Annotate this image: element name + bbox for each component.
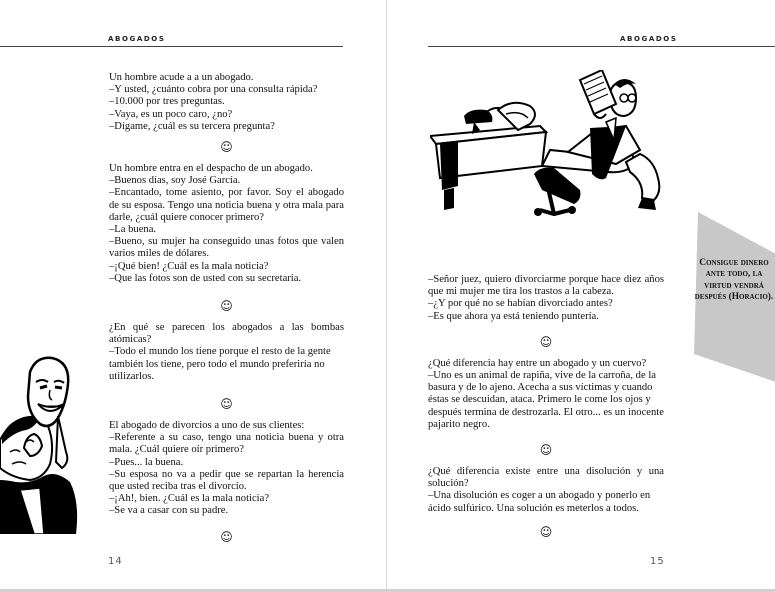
joke <box>428 274 664 323</box>
joke-line: –Pues... la buena. <box>109 456 184 468</box>
joke-line: –Buenos días, soy José García. <box>109 175 241 187</box>
joke-line: –Todo el mundo los tiene porque el resto de la gente también los tiene, pero todo el mundo preferiría no utilizarlos. <box>109 346 331 382</box>
page-number: 15 <box>650 556 665 567</box>
joke <box>109 72 344 133</box>
joke-line: –Bueno, su mujer ha conseguido unas fotos que valen varios miles de dólares. <box>109 236 344 260</box>
joke-line: –¡Ah!, bien. ¿Cuál es la mala noticia? <box>109 493 270 505</box>
smiley-icon: ☺ <box>539 443 553 458</box>
left-text-column <box>109 72 344 553</box>
smiley-icon: ☺ <box>539 334 553 349</box>
running-head: ABOGADOS <box>620 35 678 43</box>
running-head: ABOGADOS <box>108 35 166 43</box>
left-page <box>0 0 387 591</box>
joke-line: –Se va a casar con su padre. <box>109 505 229 517</box>
smiley-icon: ☺ <box>220 140 233 155</box>
right-text-column <box>428 274 664 548</box>
joke-line: Un hombre acude a a un abogado. <box>109 72 254 83</box>
joke-line: –Dígame, ¿cuál es su tercera pregunta? <box>109 120 275 132</box>
joke-line: –¡Qué bien! ¿Cuál es la mala noticia? <box>109 260 269 272</box>
lawyer-reading-illustration <box>430 70 680 230</box>
joke-line: –Es que ahora ya está teniendo puntería. <box>428 310 599 322</box>
quote-text: Consigue dinero ante todo, la virtud vendrá después (Horacio). <box>694 258 774 302</box>
joke <box>109 322 344 383</box>
smiley-icon: ☺ <box>539 524 553 539</box>
joke-line: –Y usted, ¿cuánto cobra por una consulta rápida? <box>109 84 318 96</box>
joke <box>109 420 344 518</box>
masked-man-illustration <box>0 352 80 534</box>
smiley-icon: ☺ <box>220 529 233 544</box>
joke-line: –Referente a su caso, tengo una noticia buena y otra mala. ¿Cuál quiere oír primero? <box>109 432 344 456</box>
joke-line: –Señor juez, quiero divorciarme porque hace diez años que mi mujer me tira los trastos a la cabeza. <box>428 274 664 298</box>
joke-line: Un hombre entra en el despacho de un abogado. <box>109 163 313 175</box>
joke-line: –10.000 por tres preguntas. <box>109 96 225 108</box>
header-rule <box>428 46 775 47</box>
joke-line: –Uno es un animal de rapiña, vive de la carroña, de la basura y de lo ajeno. Acecha a sus víctimas y cuando éstas se descuidan, ataca. Primero le come los ojos y después termina de destrozarla. El otro... es un inocente pajarito negro. <box>428 370 664 430</box>
joke-line: –Una disolución es coger a un abogado y ponerlo en ácido sulfúrico. Una solución es meterlos a todos. <box>428 490 651 514</box>
joke <box>109 163 344 285</box>
joke-line: –Su esposa no va a pedir que se repartan la herencia que usted reciba tras el divorcio. <box>109 468 344 493</box>
smiley-icon: ☺ <box>220 397 233 412</box>
joke-line: –Que las fotos son de usted con su secretaria. <box>109 272 302 284</box>
joke <box>428 466 664 515</box>
joke-line: –La buena. <box>109 224 157 236</box>
joke-line: –Encantado, tome asiento, por favor. Soy el abogado de su esposa. Tengo una noticia buena y otra mala para darle, ¿cuál quiere conocer primero? <box>109 187 344 223</box>
smiley-icon: ☺ <box>220 299 233 314</box>
joke-line: ¿En qué se parecen los abogados a las bombas atómicas? <box>109 322 344 346</box>
joke-line: ¿Qué diferencia existe entre una disolución y una solución? <box>428 466 664 490</box>
joke-line: –¿Y por qué no se habían divorciado antes? <box>428 298 613 310</box>
joke <box>428 358 664 431</box>
joke-line: El abogado de divorcios a uno de sus clientes: <box>109 420 305 432</box>
page-number: 14 <box>108 556 123 567</box>
joke-line: ¿Qué diferencia hay entre un abogado y un cuervo? <box>428 357 647 369</box>
header-rule <box>0 46 343 47</box>
joke-line: –Vaya, es un poco caro, ¿no? <box>109 108 233 120</box>
